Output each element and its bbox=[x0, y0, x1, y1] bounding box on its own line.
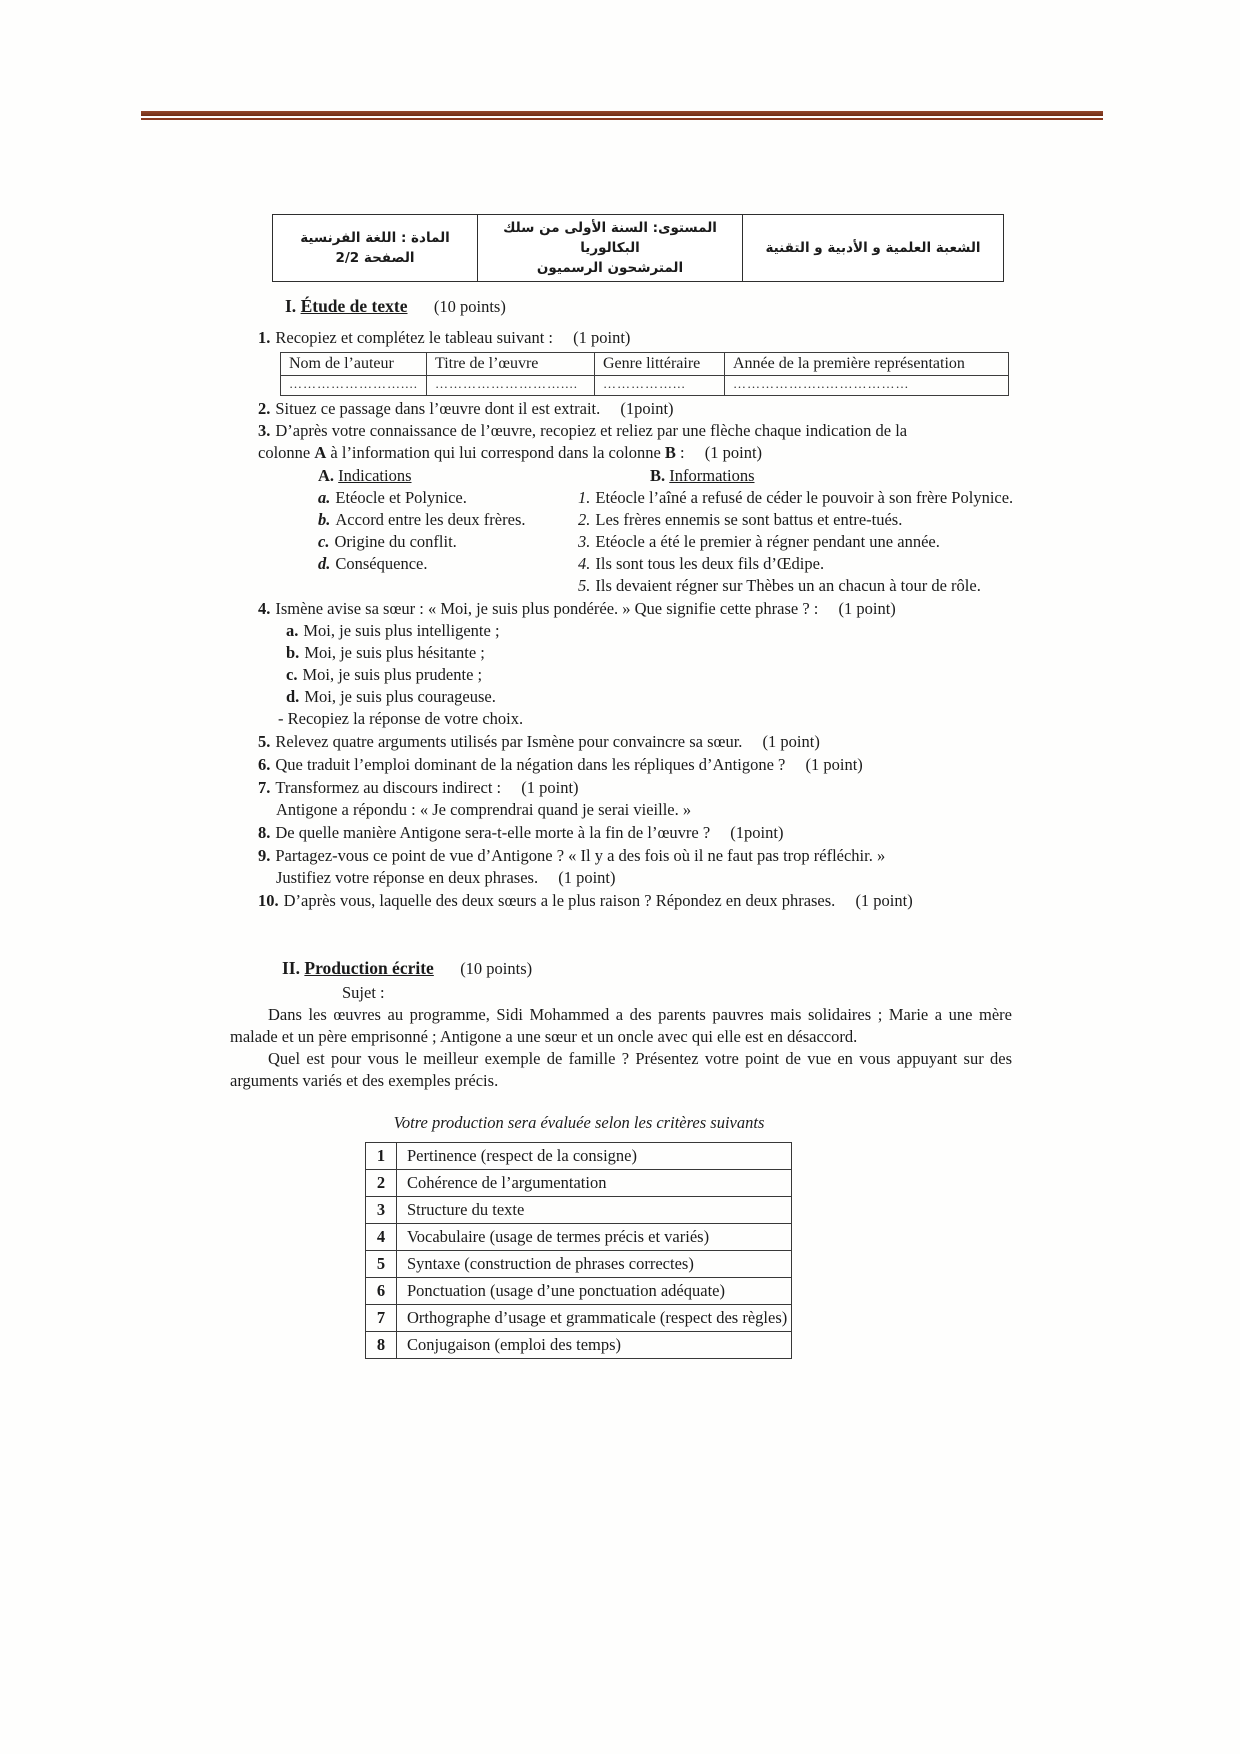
information-1 bbox=[578, 487, 1013, 509]
sujet-label: Sujet : bbox=[342, 983, 385, 1002]
section1-points: (10 points) bbox=[433, 297, 506, 316]
question-10-points: (1 point) bbox=[855, 891, 913, 910]
information-2-label: 2. bbox=[578, 510, 591, 529]
question-7-number: 7. bbox=[258, 778, 271, 797]
indication-b-text: Accord entre les deux frères. bbox=[335, 510, 526, 529]
section1-title bbox=[285, 294, 1012, 319]
question-2-number: 2. bbox=[258, 399, 271, 418]
indication-a-label: a. bbox=[318, 488, 331, 507]
option-b-label: b. bbox=[286, 643, 300, 662]
criteria-3-text: Structure du texte bbox=[397, 1197, 792, 1224]
question-3 bbox=[230, 420, 1012, 442]
information-4-label: 4. bbox=[578, 554, 591, 573]
question-1-points: (1 point) bbox=[573, 328, 631, 347]
header-subject-line1: المادة : اللغة الفرنسية bbox=[300, 230, 450, 246]
information-1-text: Etéocle l’aîné a refusé de céder le pouvoir à son frère Polynice. bbox=[595, 488, 1014, 507]
option-d-label: d. bbox=[286, 687, 300, 706]
criteria-2-number: 2 bbox=[366, 1170, 397, 1197]
question-3-points: (1 point) bbox=[704, 443, 763, 462]
question-8 bbox=[230, 822, 1012, 844]
indication-b-label: b. bbox=[318, 510, 331, 529]
information-5-text: Ils devaient régner sur Thèbes un an chacun à tour de rôle. bbox=[595, 576, 981, 595]
question-3-colB-ref: B bbox=[664, 443, 676, 462]
question-2 bbox=[230, 398, 1012, 420]
information-5-label: 5. bbox=[578, 576, 591, 595]
question-6-points: (1 point) bbox=[805, 755, 863, 774]
question-4-option-c bbox=[230, 664, 1012, 686]
question-8-text: De quelle manière Antigone sera-t-elle morte à la fin de l’œuvre ? bbox=[275, 823, 711, 842]
question-1 bbox=[230, 327, 1012, 349]
question-1-number: 1. bbox=[258, 328, 271, 347]
question-4-text: Ismène avise sa sœur : « Moi, je suis plus pondérée. » Que signifie cette phrase ? : bbox=[275, 599, 819, 618]
question-5-points: (1 point) bbox=[762, 732, 820, 751]
criteria-4-text: Vocabulaire (usage de termes précis et variés) bbox=[397, 1224, 792, 1251]
column-a-header bbox=[230, 465, 578, 487]
criteria-6-number: 6 bbox=[366, 1278, 397, 1305]
header-level-line1: المستوى: السنة الأولى من سلك البكالوريا bbox=[503, 220, 717, 256]
criteria-5-text: Syntaxe (construction de phrases correctes) bbox=[397, 1251, 792, 1278]
indication-d bbox=[230, 553, 578, 575]
q1-table-header-author: Nom de l’auteur bbox=[281, 353, 427, 376]
matching-row-2 bbox=[230, 509, 1012, 531]
matching-row-3 bbox=[230, 531, 1012, 553]
criteria-row-7 bbox=[366, 1305, 792, 1332]
q1-answer-genre: ……………... bbox=[595, 376, 725, 396]
matching-row-5 bbox=[230, 575, 1012, 597]
option-a-text: Moi, je suis plus intelligente ; bbox=[303, 621, 500, 640]
question-3-line2-seg3: : bbox=[675, 443, 685, 462]
column-a-label: A. bbox=[318, 466, 335, 485]
sujet-paragraph-2: Quel est pour vous le meilleur exemple de famille ? Présentez votre point de vue en vous appuyant sur des arguments variés et des exemples précis. bbox=[230, 1049, 1012, 1090]
information-4-text: Ils sont tous les deux fils d’Œdipe. bbox=[595, 554, 825, 573]
question-3-colA-ref: A bbox=[314, 443, 327, 462]
indication-c bbox=[230, 531, 578, 553]
section2-points: (10 points) bbox=[460, 959, 533, 978]
q1-completion-table bbox=[280, 352, 1009, 396]
question-10 bbox=[230, 890, 1012, 912]
criteria-2-text: Cohérence de l’argumentation bbox=[397, 1170, 792, 1197]
information-3-label: 3. bbox=[578, 532, 591, 551]
criteria-1-text: Pertinence (respect de la consigne) bbox=[397, 1143, 792, 1170]
option-d-text: Moi, je suis plus courageuse. bbox=[304, 687, 496, 706]
information-1-label: 1. bbox=[578, 488, 591, 507]
section2-title-text: Production écrite bbox=[304, 958, 434, 978]
option-b-text: Moi, je suis plus hésitante ; bbox=[304, 643, 485, 662]
question-10-number: 10. bbox=[258, 891, 279, 910]
criteria-3-number: 3 bbox=[366, 1197, 397, 1224]
exam-header-table bbox=[272, 214, 1004, 282]
section1-title-text: Étude de texte bbox=[300, 296, 408, 316]
information-5 bbox=[578, 575, 1012, 597]
criteria-8-number: 8 bbox=[366, 1332, 397, 1359]
column-b-header bbox=[578, 465, 1012, 487]
question-4-number: 4. bbox=[258, 599, 271, 618]
column-b-title: Informations bbox=[669, 466, 755, 485]
question-4-points: (1 point) bbox=[838, 599, 896, 618]
question-9-text: Partagez-vous ce point de vue d’Antigone ? « Il y a des fois où il ne faut pas trop réfléchir. » bbox=[275, 846, 886, 865]
header-subject-line2: الصفحة 2/2 bbox=[335, 250, 415, 266]
q1-table-header-title: Titre de l’œuvre bbox=[427, 353, 595, 376]
question-9-line2-text: Justifiez votre réponse en deux phrases. bbox=[276, 868, 539, 887]
q1-table-answer-row bbox=[281, 376, 1009, 396]
question-4-option-d bbox=[230, 686, 1012, 708]
indication-c-label: c. bbox=[318, 532, 330, 551]
indication-d-label: d. bbox=[318, 554, 331, 573]
information-3 bbox=[578, 531, 1012, 553]
header-subject-cell bbox=[273, 215, 478, 281]
question-9-line2 bbox=[230, 867, 1012, 889]
header-branch-cell bbox=[743, 215, 1003, 281]
matching-row-4 bbox=[230, 553, 1012, 575]
question-5-number: 5. bbox=[258, 732, 271, 751]
question-5-text: Relevez quatre arguments utilisés par Ismène pour convaincre sa sœur. bbox=[275, 732, 743, 751]
question-9 bbox=[230, 845, 1012, 867]
question-4-option-b bbox=[230, 642, 1012, 664]
column-a-title: Indications bbox=[338, 466, 412, 485]
question-3-line2-seg1: colonne bbox=[258, 443, 315, 462]
q1-answer-title: ……………………….... bbox=[427, 376, 595, 396]
information-4 bbox=[578, 553, 1012, 575]
criteria-row-1 bbox=[366, 1143, 792, 1170]
information-2-text: Les frères ennemis se sont battus et entre-tués. bbox=[595, 510, 903, 529]
information-2 bbox=[578, 509, 1012, 531]
criteria-row-4 bbox=[366, 1224, 792, 1251]
option-c-label: c. bbox=[286, 665, 298, 684]
criteria-row-5 bbox=[366, 1251, 792, 1278]
q1-answer-year: ………………..……………… bbox=[725, 376, 1009, 396]
question-4 bbox=[230, 598, 1012, 620]
q1-table-header-year: Année de la première représentation bbox=[725, 353, 1009, 376]
question-7-points: (1 point) bbox=[521, 778, 579, 797]
matching-header-row bbox=[230, 465, 1012, 487]
header-branch-line1: الشعبة العلمية و الأدبية و التقنية bbox=[765, 240, 981, 256]
question-7-quote: Antigone a répondu : « Je comprendrai quand je serai vieille. » bbox=[276, 800, 692, 819]
criteria-row-6 bbox=[366, 1278, 792, 1305]
header-level-line2: المترشحون الرسميون bbox=[536, 260, 684, 276]
criteria-row-2 bbox=[366, 1170, 792, 1197]
q1-table-header-genre: Genre littéraire bbox=[595, 353, 725, 376]
matching-exercise bbox=[230, 465, 1012, 597]
criteria-5-number: 5 bbox=[366, 1251, 397, 1278]
indication-c-text: Origine du conflit. bbox=[334, 532, 457, 551]
criteria-6-text: Ponctuation (usage d’une ponctuation adéquate) bbox=[397, 1278, 792, 1305]
indication-d-text: Conséquence. bbox=[335, 554, 428, 573]
question-7 bbox=[230, 777, 1012, 799]
question-3-line2 bbox=[230, 442, 1012, 464]
question-9-number: 9. bbox=[258, 846, 271, 865]
question-7-text: Transformez au discours indirect : bbox=[275, 778, 502, 797]
criteria-table bbox=[365, 1142, 792, 1359]
question-3-line2-seg2: à l’information qui lui correspond dans la colonne bbox=[326, 443, 665, 462]
question-2-text: Situez ce passage dans l’œuvre dont il est extrait. bbox=[275, 399, 601, 418]
criteria-8-text: Conjugaison (emploi des temps) bbox=[397, 1332, 792, 1359]
question-2-points: (1point) bbox=[620, 399, 674, 418]
criteria-row-3 bbox=[366, 1197, 792, 1224]
section2-number: II. bbox=[282, 958, 300, 978]
exam-body bbox=[230, 288, 1012, 1359]
criteria-7-number: 7 bbox=[366, 1305, 397, 1332]
header-level-cell bbox=[478, 215, 743, 281]
criteria-1-number: 1 bbox=[366, 1143, 397, 1170]
question-4-option-a bbox=[230, 620, 1012, 642]
question-6 bbox=[230, 754, 1012, 776]
question-4-note: - Recopiez la réponse de votre choix. bbox=[278, 709, 524, 728]
rule-thick-line bbox=[141, 111, 1103, 116]
question-3-text-line1: D’après votre connaissance de l’œuvre, recopiez et reliez par une flèche chaque indication de la bbox=[275, 421, 908, 440]
criteria-7-text: Orthographe d’usage et grammaticale (respect des règles) bbox=[397, 1305, 792, 1332]
question-6-text: Que traduit l’emploi dominant de la négation dans les répliques d’Antigone ? bbox=[275, 755, 786, 774]
question-9-points: (1 point) bbox=[558, 868, 616, 887]
indication-empty bbox=[230, 575, 578, 597]
question-1-text: Recopiez et complétez le tableau suivant : bbox=[275, 328, 554, 347]
indication-a bbox=[230, 487, 578, 509]
question-6-number: 6. bbox=[258, 755, 271, 774]
q1-table-header-row bbox=[281, 353, 1009, 376]
criteria-caption: Votre production sera évaluée selon les critères suivants bbox=[393, 1113, 765, 1132]
decorative-top-rule bbox=[141, 111, 1103, 120]
sujet-paragraph-1: Dans les œuvres au programme, Sidi Mohammed a des parents pauvres mais solidaires ; Marie a une mère malade et un père emprisonné ; Antigone a une sœur et un oncle avec qui elle est en désaccord. bbox=[230, 1005, 1012, 1046]
question-8-points: (1point) bbox=[730, 823, 784, 842]
matching-row-1 bbox=[230, 487, 1012, 509]
column-b-label: B. bbox=[650, 466, 666, 485]
section1-number: I. bbox=[285, 296, 297, 316]
question-10-text: D’après vous, laquelle des deux sœurs a le plus raison ? Répondez en deux phrases. bbox=[283, 891, 836, 910]
criteria-row-8 bbox=[366, 1332, 792, 1359]
option-a-label: a. bbox=[286, 621, 299, 640]
information-3-text: Etéocle a été le premier à régner pendant une année. bbox=[595, 532, 940, 551]
option-c-text: Moi, je suis plus prudente ; bbox=[302, 665, 483, 684]
indication-b bbox=[230, 509, 578, 531]
section2-title bbox=[282, 956, 1012, 981]
indication-a-text: Etéocle et Polynice. bbox=[335, 488, 467, 507]
criteria-4-number: 4 bbox=[366, 1224, 397, 1251]
question-5 bbox=[230, 731, 1012, 753]
q1-answer-author: …………………….... bbox=[281, 376, 427, 396]
question-3-number: 3. bbox=[258, 421, 271, 440]
question-8-number: 8. bbox=[258, 823, 271, 842]
rule-thin-line bbox=[141, 118, 1103, 120]
